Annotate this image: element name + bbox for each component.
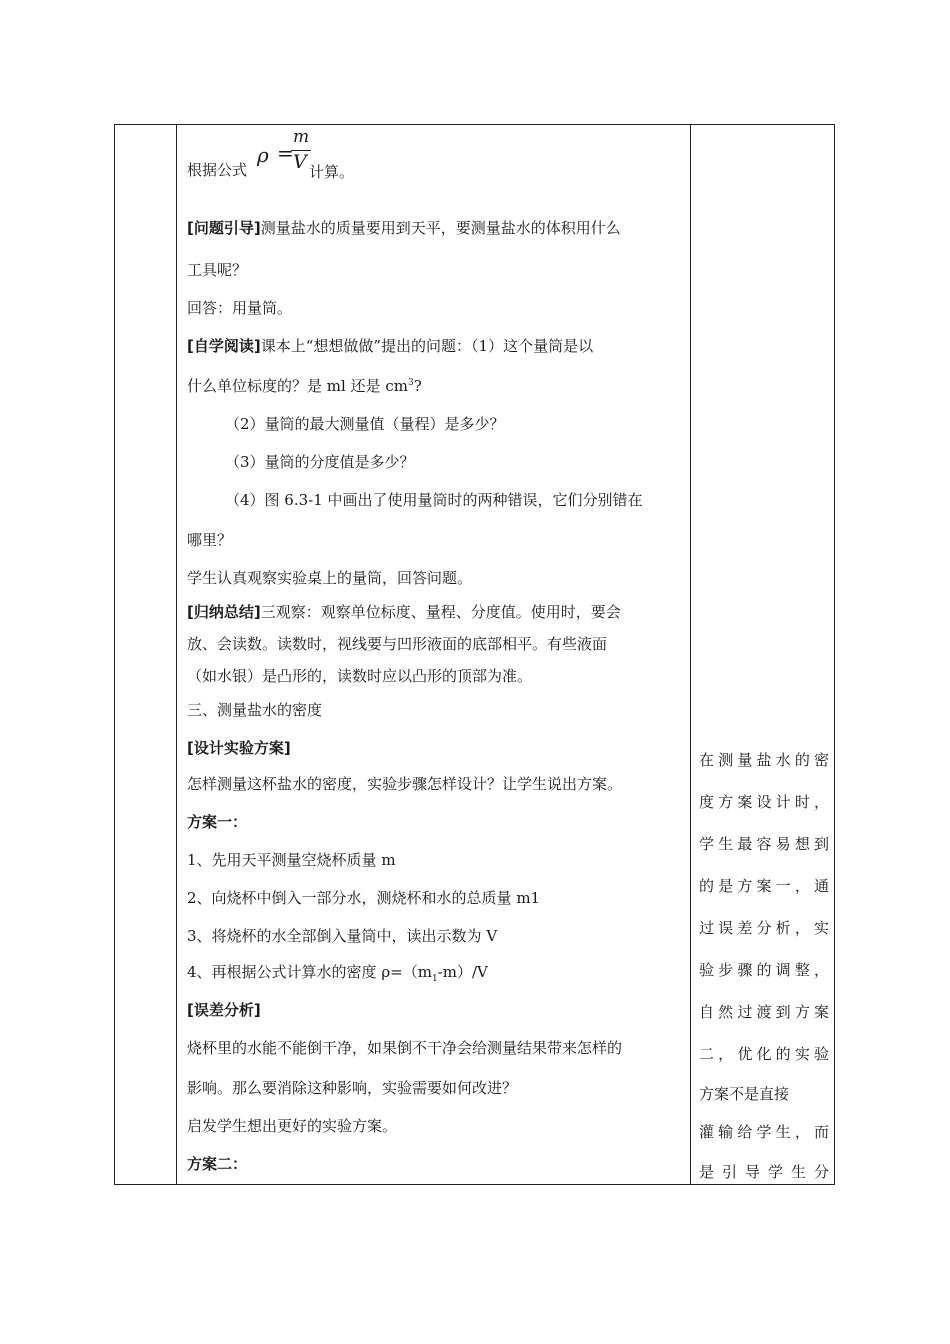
note-line: 验步骤的调整，	[699, 961, 829, 979]
paragraph-text: 三观察：观察单位标度、量程、分度值。使用时，要会	[260, 603, 621, 621]
question-3: （3）量筒的分度值是多少？	[225, 453, 415, 471]
summary	[187, 601, 621, 622]
paragraph-line: 工具呢？	[187, 261, 248, 279]
plan-heading: 方案二：	[187, 1155, 248, 1173]
paragraph-text: 什么单位标度的？是 ml 还是 cm	[187, 377, 408, 395]
paragraph-text: 测量盐水的质量要用到天平，要测量盐水的体积用什么	[260, 219, 621, 237]
section-tag: [自学阅读]	[187, 337, 261, 355]
paragraph-line: 放、会读数。读数时，视线要与凹形液面的底部相平。有些液面	[187, 635, 608, 653]
section-tag: [设计实验方案]	[187, 739, 291, 757]
note-line: 是 引 导 学 生 分	[699, 1163, 829, 1181]
paragraph-text: 4、再根据公式计算水的密度 ρ=（m	[187, 963, 432, 981]
step-item: 3、将烧杯的水全部倒入量筒中，读出示数为 V	[187, 927, 498, 945]
paragraph-line: 怎样测量这杯盐水的密度，实验步骤怎样设计？让学生说出方案。	[187, 775, 623, 793]
formula-suffix: 计算。	[309, 163, 355, 181]
step-item	[187, 961, 488, 984]
step-item: 1、先用天平测量空烧杯质量 m	[187, 851, 396, 869]
superscript: 3	[407, 378, 414, 388]
note-line: 灌输给学生，而	[699, 1123, 829, 1141]
note-line: 的是方案一，通	[699, 877, 829, 895]
formula-numerator: m	[293, 127, 310, 147]
answer-line: 回答：用量筒。	[187, 299, 293, 317]
question-4: （4）图 6.3-1 中画出了使用量筒时的两种错误，它们分别错在	[225, 491, 643, 509]
note-line: 自然过渡到方案	[699, 1003, 829, 1021]
paragraph-line: 启发学生想出更好的实验方案。	[187, 1117, 398, 1135]
section-tag: [问题引导]	[187, 219, 261, 237]
formula-denominator: V	[293, 151, 307, 173]
paragraph-line: （如水银）是凸形的，读数时应以凸形的顶部为准。	[187, 667, 533, 685]
section-tag: [误差分析]	[187, 1001, 261, 1019]
paragraph-text: ?	[413, 377, 422, 395]
plan-heading: 方案一：	[187, 813, 248, 831]
lesson-table	[114, 124, 835, 1185]
observe-line: 学生认真观察实验桌上的量筒，回答问题。	[187, 569, 473, 587]
note-line: 度方案设计时，	[699, 793, 829, 811]
self-reading	[187, 335, 593, 356]
paragraph-line: 哪里？	[187, 531, 233, 549]
step-item: 2、向烧杯中倒入一部分水，测烧杯和水的总质量 m1	[187, 889, 541, 907]
question-guide	[187, 217, 621, 238]
subscript: 1	[431, 974, 438, 984]
paragraph-text: -m）/V	[437, 963, 488, 981]
note-line: 方案不是直接	[699, 1085, 790, 1103]
paragraph-line: 烧杯里的水能不能倒干净，如果倒不干净会给测量结果带来怎样的	[187, 1039, 623, 1057]
density-formula	[257, 129, 317, 177]
formula-rho: ρ	[257, 143, 269, 167]
note-line: 过误差分析，实	[699, 919, 829, 937]
note-line: 在测量盐水的密	[699, 751, 829, 769]
paragraph-text: 课本上“想想做做”提出的问题：（1）这个量筒是以	[260, 337, 594, 355]
section-tag: [归纳总结]	[187, 603, 261, 621]
formula-line	[187, 159, 247, 180]
formula-prefix: 根据公式	[187, 161, 248, 179]
column-divider	[176, 125, 177, 1184]
note-line: 学生最容易想到	[699, 835, 829, 853]
formula-equals: =	[277, 141, 294, 165]
question-2: （2）量筒的最大测量值（量程）是多少？	[225, 415, 505, 433]
paragraph-line	[187, 375, 422, 396]
column-divider	[690, 125, 691, 1184]
note-line: 二，优化的实验	[699, 1045, 829, 1063]
paragraph-line: 影响。那么要消除这种影响，实验需要如何改进？	[187, 1079, 518, 1097]
section-heading: 三、测量盐水的密度	[187, 701, 323, 719]
